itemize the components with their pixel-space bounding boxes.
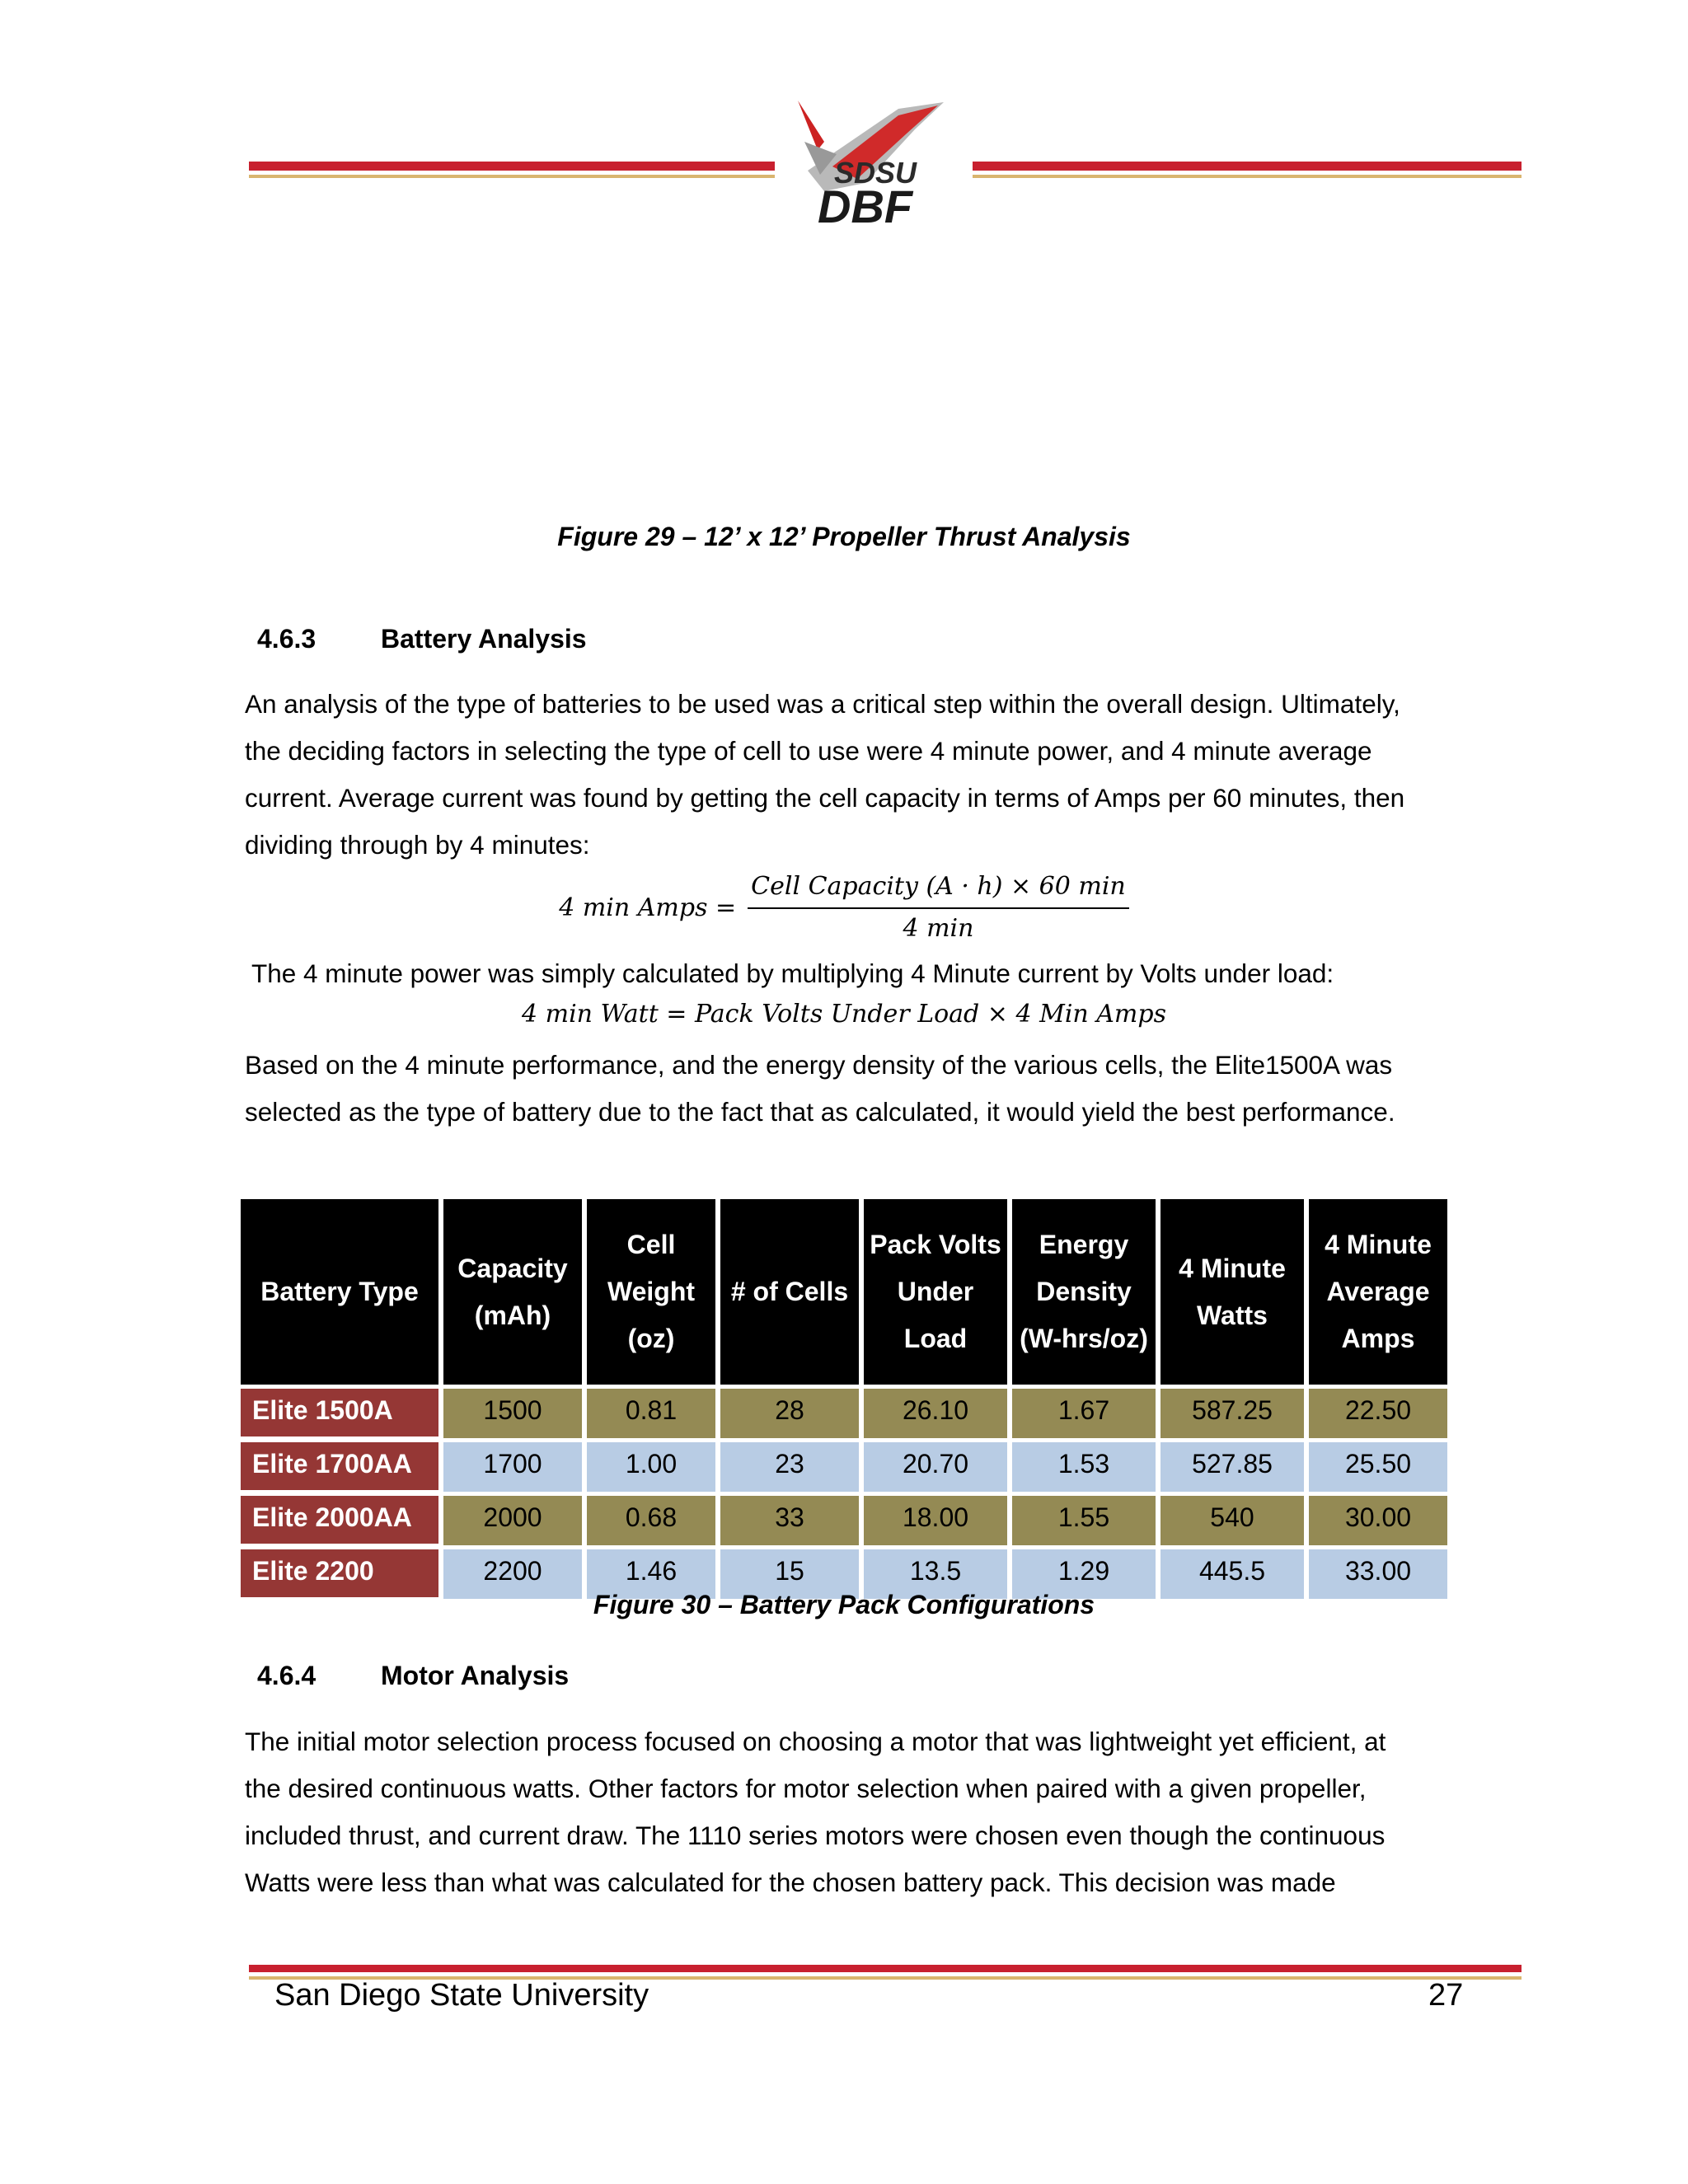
text-line: dividing through by 4 minutes:	[245, 830, 590, 860]
equation-amps	[0, 872, 1688, 943]
column-header: Energy Density (W-hrs/oz)	[1012, 1199, 1156, 1385]
table-cell: 30.00	[1309, 1496, 1447, 1545]
section-number: 4.6.4	[257, 1661, 316, 1690]
table-cell: 527.85	[1160, 1442, 1304, 1492]
column-header: # of Cells	[720, 1199, 859, 1385]
text-line: selected as the type of battery due to the fact that as calculated, it would yield the best performance.	[245, 1097, 1395, 1127]
table-cell: 445.5	[1160, 1549, 1304, 1599]
table-cell: 22.50	[1309, 1389, 1447, 1438]
text-line: The 4 minute power was simply calculated by multiplying 4 Minute current by Volts under load:	[251, 958, 1334, 988]
column-header: Cell Weight (oz)	[587, 1199, 715, 1385]
column-header: Battery Type	[241, 1199, 438, 1385]
table-row	[241, 1442, 1447, 1492]
footer-university: San Diego State University	[274, 1978, 649, 2013]
battery-table	[236, 1195, 1452, 1603]
table-cell: 1700	[443, 1442, 582, 1492]
table-cell: 0.81	[587, 1389, 715, 1438]
table-cell: 587.25	[1160, 1389, 1304, 1438]
text-line: included thrust, and current draw. The 1110 series motors were chosen even though the continuous	[245, 1821, 1386, 1850]
equation-watts: 4 min Watt = Pack Volts Under Load × 4 Min Amps	[522, 1000, 1166, 1029]
battery-name-cell: Elite 2200	[241, 1549, 438, 1599]
paragraph-motor-analysis	[245, 1718, 1481, 1906]
table-cell: 23	[720, 1442, 859, 1492]
text-line: An analysis of the type of batteries to be used was a critical step within the overall design. Ultimately,	[245, 689, 1400, 719]
text-line: Watts were less than what was calculated for the chosen battery pack. This decision was made	[245, 1868, 1336, 1897]
section-number: 4.6.3	[257, 624, 316, 654]
section-heading-4-6-4	[257, 1661, 569, 1691]
column-header: Pack Volts Under Load	[864, 1199, 1007, 1385]
page-number: 27	[1428, 1978, 1464, 2013]
text-line: the desired continuous watts. Other factors for motor selection when paired with a given propeller,	[245, 1774, 1367, 1803]
table-row	[241, 1496, 1447, 1545]
logo-text-bottom: DBF	[818, 180, 913, 232]
table-cell: 33.00	[1309, 1549, 1447, 1599]
figure-29-caption: Figure 29 – 12’ x 12’ Propeller Thrust Analysis	[557, 522, 1131, 551]
column-header: 4 Minute Watts	[1160, 1199, 1304, 1385]
table-cell: 2200	[443, 1549, 582, 1599]
text-line: The initial motor selection process focused on choosing a motor that was lightweight yet efficient, at	[245, 1727, 1386, 1756]
table-cell: 13.5	[864, 1549, 1007, 1599]
table-cell: 540	[1160, 1496, 1304, 1545]
table-cell: 18.00	[864, 1496, 1007, 1545]
table-cell: 20.70	[864, 1442, 1007, 1492]
footer-rule-red	[249, 1965, 1522, 1972]
table-cell: 1500	[443, 1389, 582, 1438]
table-cell: 1.67	[1012, 1389, 1156, 1438]
equation-lhs: 4 min Amps =	[559, 893, 737, 922]
text-line: Based on the 4 minute performance, and the energy density of the various cells, the Elite1500A was	[245, 1050, 1393, 1080]
table-cell: 1.55	[1012, 1496, 1156, 1545]
battery-name-cell: Elite 2000AA	[241, 1496, 438, 1545]
text-line: the deciding factors in selecting the type of cell to use were 4 minute power, and 4 minute average	[245, 736, 1372, 766]
sdsu-dbf-logo	[775, 92, 973, 232]
equation-denominator: 4 min	[903, 914, 974, 943]
paragraph-battery-intro	[245, 681, 1481, 869]
equation-numerator: Cell Capacity (A · h) × 60 min	[748, 872, 1129, 909]
section-title: Motor Analysis	[381, 1661, 570, 1690]
table-cell: 33	[720, 1496, 859, 1545]
paragraph-selection	[245, 1042, 1481, 1136]
table-cell: 26.10	[864, 1389, 1007, 1438]
text-line: current. Average current was found by getting the cell capacity in terms of Amps per 60 minutes, then	[245, 783, 1405, 813]
table-cell: 2000	[443, 1496, 582, 1545]
table-header-row	[241, 1199, 1447, 1385]
battery-name-cell: Elite 1700AA	[241, 1442, 438, 1492]
table-row	[241, 1389, 1447, 1438]
table-cell: 25.50	[1309, 1442, 1447, 1492]
table-cell: 28	[720, 1389, 859, 1438]
paragraph-power	[251, 950, 1488, 997]
column-header: Capacity (mAh)	[443, 1199, 582, 1385]
column-header: 4 Minute Average Amps	[1309, 1199, 1447, 1385]
battery-name-cell: Elite 1500A	[241, 1389, 438, 1438]
table-cell: 0.68	[587, 1496, 715, 1545]
logo-text-top: SDSU	[834, 156, 917, 190]
section-title: Battery Analysis	[381, 624, 587, 654]
section-heading-4-6-3	[257, 624, 587, 654]
table-cell: 15	[720, 1549, 859, 1599]
table-cell: 1.00	[587, 1442, 715, 1492]
table-cell: 1.46	[587, 1549, 715, 1599]
figure-30-caption: Figure 30 – Battery Pack Configurations	[593, 1590, 1095, 1619]
table-cell: 1.29	[1012, 1549, 1156, 1599]
table-cell: 1.53	[1012, 1442, 1156, 1492]
